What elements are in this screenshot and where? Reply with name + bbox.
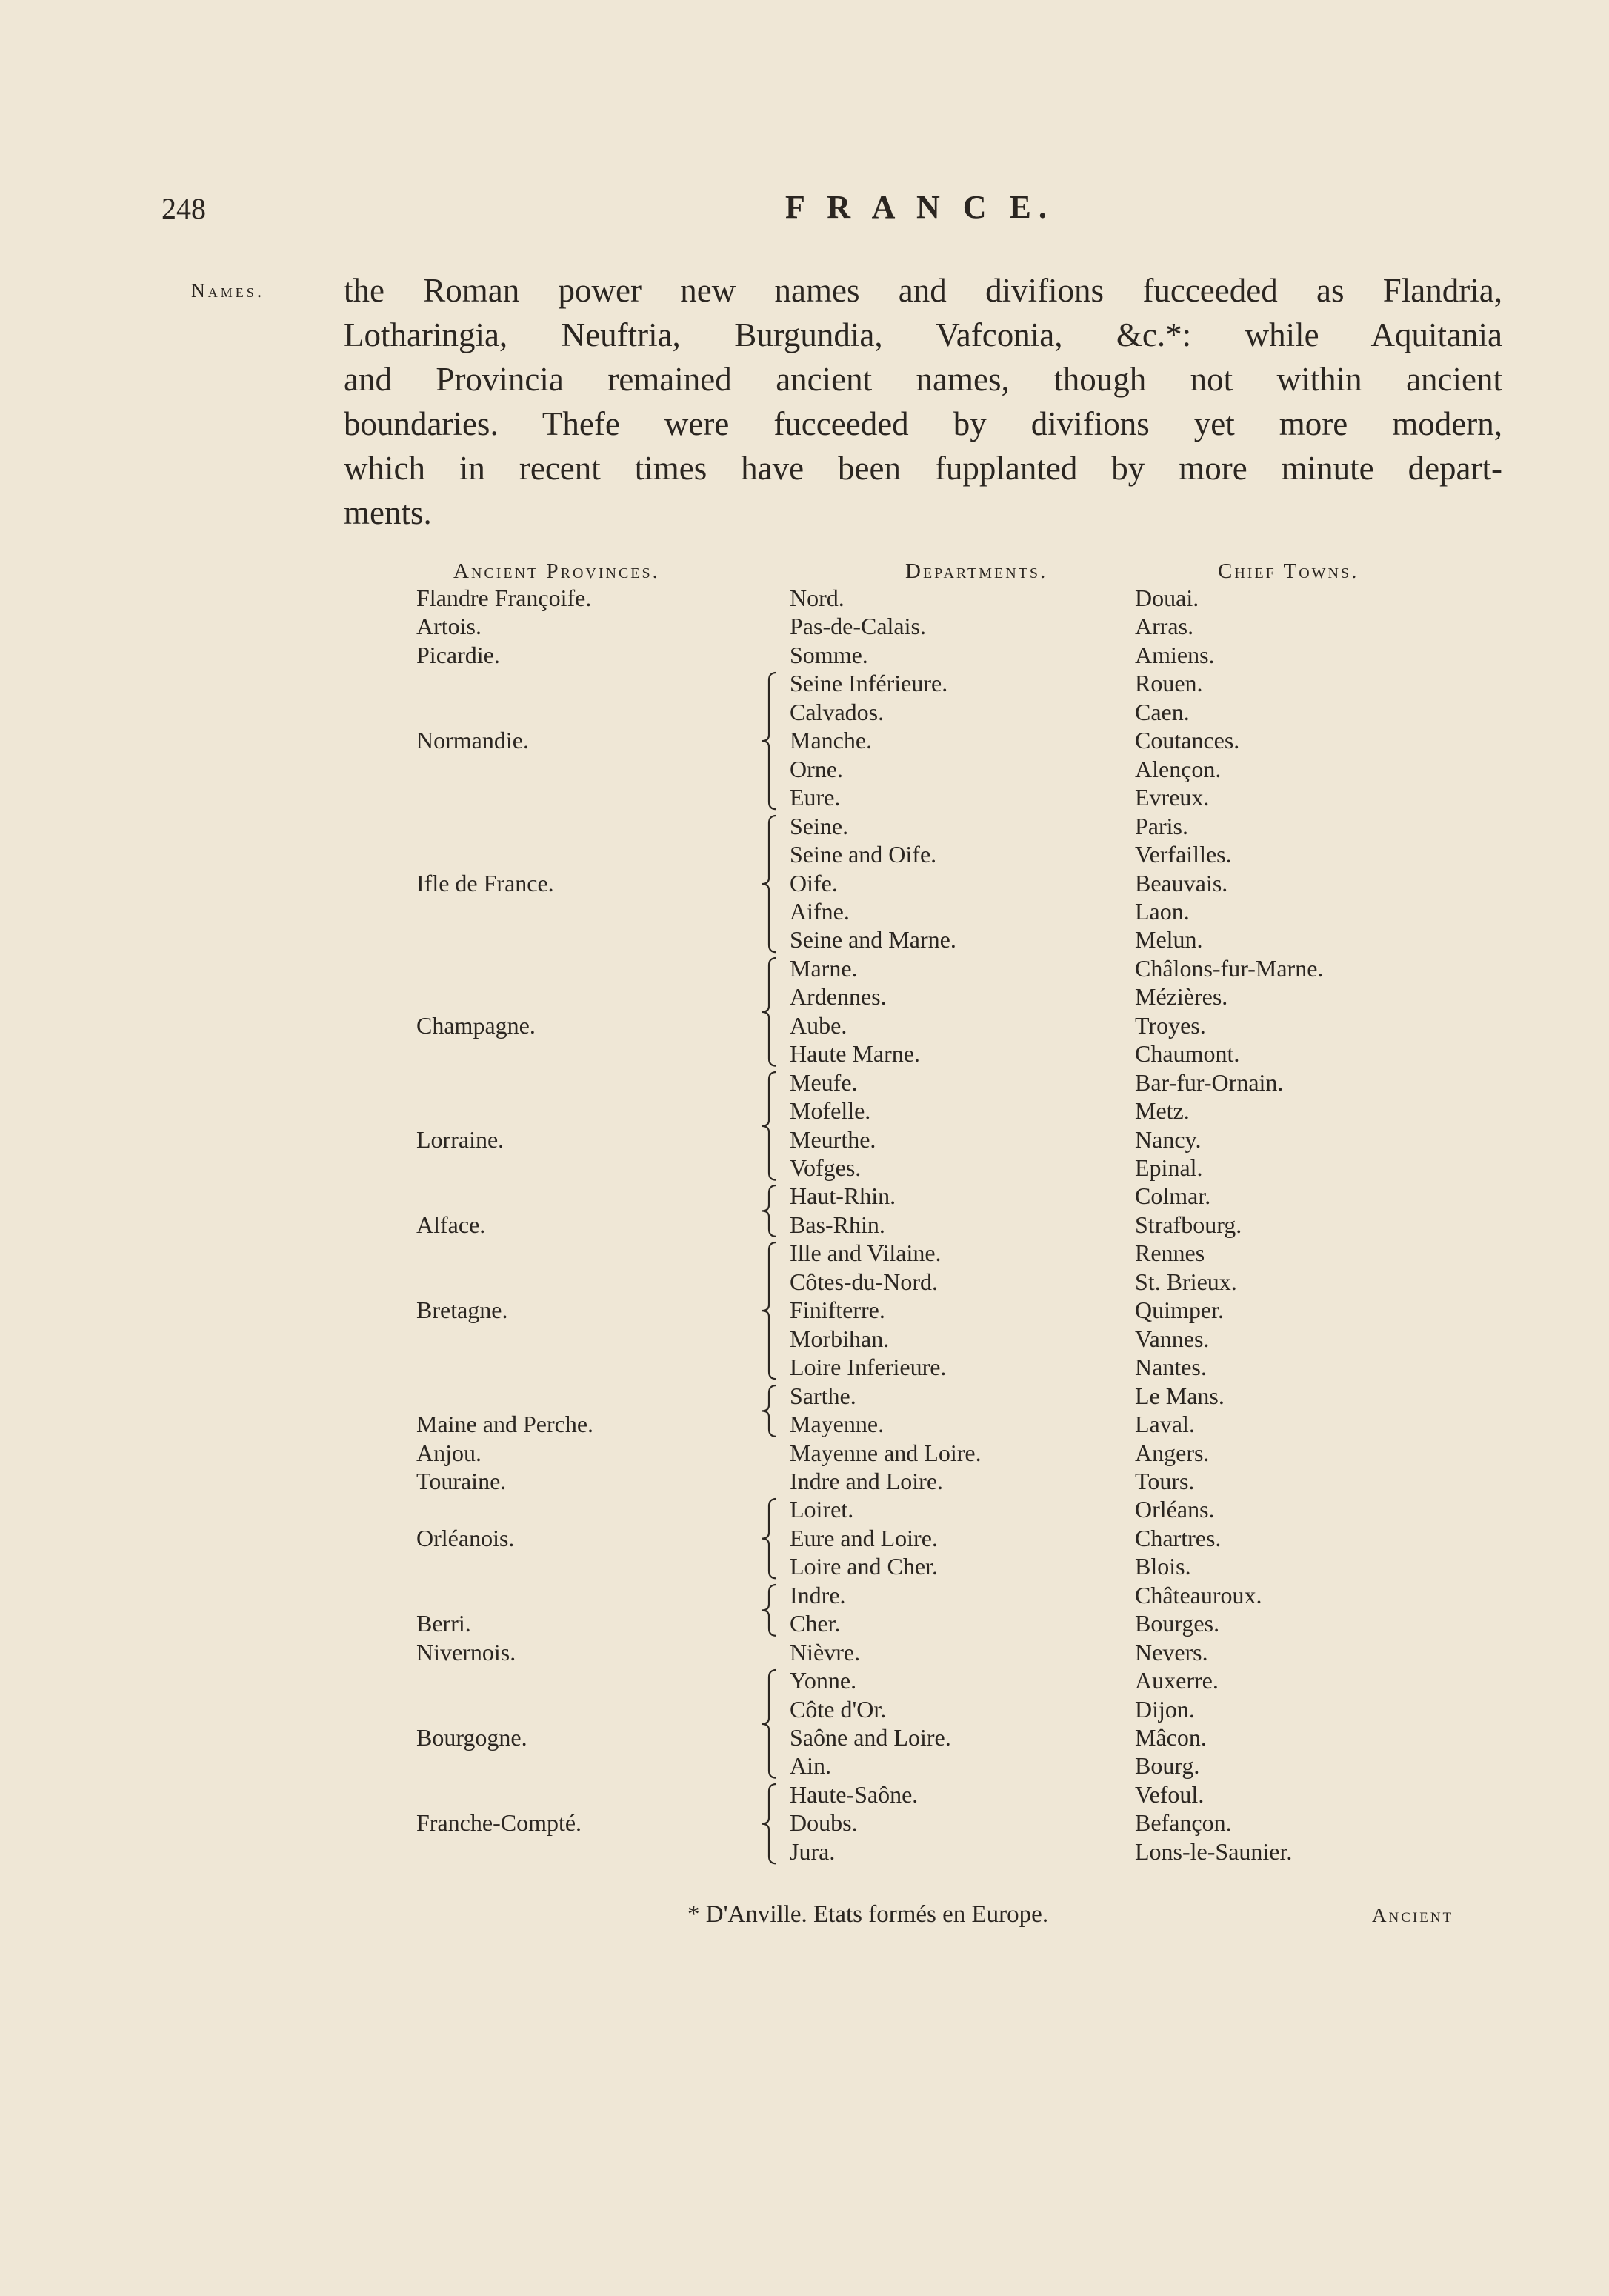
- department-cell: Nièvre.: [790, 1638, 861, 1666]
- department-cell: Cher.: [790, 1610, 841, 1637]
- department-cell: Sarthe.: [790, 1382, 856, 1409]
- chief-town-cell: Melun.: [1135, 926, 1203, 954]
- table-row: [0, 1382, 1609, 1410]
- province-cell: Flandre Françoife.: [416, 585, 592, 611]
- department-cell: Ille and Vilaine.: [790, 1239, 942, 1267]
- department-cell: Bas-Rhin.: [790, 1211, 885, 1238]
- table-row: [0, 1097, 1609, 1125]
- department-cell: Mofelle.: [790, 1097, 871, 1125]
- table-row: [0, 698, 1609, 726]
- table-row: [0, 1609, 1609, 1637]
- table-row: [0, 1524, 1609, 1552]
- department-cell: Haut-Rhin.: [790, 1182, 896, 1210]
- table-row: [0, 1353, 1609, 1381]
- chief-town-cell: Coutances.: [1135, 727, 1240, 754]
- table-row: [0, 1723, 1609, 1751]
- province-cell: Alface.: [416, 1211, 486, 1238]
- brace: [757, 1071, 779, 1182]
- table-row: [0, 1552, 1609, 1580]
- body-line: Lotharingia, Neuftria, Burgundia, Vafconia, &c.*: while Aquitania: [344, 316, 1502, 353]
- table-row: [0, 897, 1609, 925]
- province-cell: Normandie.: [416, 727, 529, 754]
- table-row: [0, 1268, 1609, 1296]
- province-cell: Maine and Perche.: [416, 1411, 594, 1438]
- chief-town-cell: Chaumont.: [1135, 1040, 1240, 1068]
- body-line: and Provincia remained ancient names, though not within ancient: [344, 361, 1502, 398]
- department-cell: Côte d'Or.: [790, 1695, 887, 1723]
- chief-town-cell: Orléans.: [1135, 1496, 1215, 1523]
- table-row: [0, 1439, 1609, 1467]
- table-row: [0, 1495, 1609, 1523]
- header-chief-towns: Chief Towns.: [1218, 559, 1359, 583]
- department-cell: Meurthe.: [790, 1125, 876, 1153]
- department-cell: Indre.: [790, 1581, 846, 1608]
- table-row: [0, 755, 1609, 783]
- department-cell: Aube.: [790, 1011, 847, 1039]
- chief-town-cell: Arras.: [1135, 613, 1194, 640]
- chief-town-cell: Châlons-fur-Marne.: [1135, 954, 1324, 982]
- province-cell: Bretagne.: [416, 1297, 508, 1324]
- chief-town-cell: Nantes.: [1135, 1354, 1207, 1381]
- catchword: Ancient: [1372, 1904, 1454, 1926]
- province-cell: Nivernois.: [416, 1638, 516, 1666]
- chief-town-cell: Laon.: [1135, 897, 1190, 925]
- chief-town-cell: Le Mans.: [1135, 1382, 1225, 1409]
- footnote: * D'Anville. Etats formés en Europe.: [687, 1901, 1049, 1928]
- table-row: [0, 812, 1609, 840]
- table-row: [0, 783, 1609, 811]
- department-cell: Eure and Loire.: [790, 1524, 938, 1551]
- department-cell: Indre and Loire.: [790, 1467, 944, 1494]
- chief-town-cell: Nancy.: [1135, 1125, 1202, 1153]
- chief-town-cell: Verfailles.: [1135, 841, 1232, 868]
- chief-town-cell: Bourg.: [1135, 1752, 1200, 1780]
- brace: [757, 671, 779, 811]
- chief-town-cell: St. Brieux.: [1135, 1268, 1237, 1295]
- department-cell: Calvados.: [790, 698, 885, 725]
- province-cell: Touraine.: [416, 1467, 507, 1494]
- table-row: [0, 954, 1609, 982]
- province-cell: Artois.: [416, 613, 482, 640]
- department-cell: Eure.: [790, 784, 841, 811]
- department-cell: Finifterre.: [790, 1297, 885, 1324]
- brace: [757, 956, 779, 1068]
- chief-town-cell: Rennes: [1135, 1239, 1205, 1267]
- department-cell: Manche.: [790, 727, 873, 754]
- department-cell: Doubs.: [790, 1809, 858, 1837]
- table-row: [0, 641, 1609, 669]
- chief-town-cell: Mâcon.: [1135, 1724, 1207, 1751]
- department-cell: Haute Marne.: [790, 1040, 920, 1068]
- chief-town-cell: Laval.: [1135, 1411, 1195, 1438]
- table-row: [0, 1154, 1609, 1182]
- header-ancient-provinces: Ancient Provinces.: [453, 559, 660, 583]
- table-row: [0, 1666, 1609, 1694]
- chief-town-cell: Troyes.: [1135, 1011, 1206, 1039]
- table-row: [0, 1068, 1609, 1097]
- department-cell: Vofges.: [790, 1154, 862, 1181]
- department-cell: Morbihan.: [790, 1325, 890, 1352]
- chief-town-cell: Epinal.: [1135, 1154, 1203, 1181]
- department-cell: Yonne.: [790, 1667, 857, 1694]
- department-cell: Mayenne.: [790, 1411, 885, 1438]
- department-cell: Côtes-du-Nord.: [790, 1268, 938, 1295]
- chief-town-cell: Vefoul.: [1135, 1780, 1205, 1808]
- province-cell: Picardie.: [416, 641, 500, 668]
- table-row: [0, 1325, 1609, 1353]
- department-cell: Marne.: [790, 954, 858, 982]
- table-row: [0, 1837, 1609, 1866]
- table-row: [0, 1211, 1609, 1239]
- page-number: 248: [161, 192, 206, 225]
- department-cell: Jura.: [790, 1837, 836, 1865]
- chief-town-cell: Alençon.: [1135, 755, 1222, 782]
- department-cell: Somme.: [790, 641, 868, 668]
- province-cell: Franche-Compté.: [416, 1809, 582, 1837]
- department-cell: Ain.: [790, 1752, 831, 1780]
- brace: [757, 1384, 779, 1438]
- table-row: [0, 1780, 1609, 1808]
- table-row: [0, 612, 1609, 640]
- table-row: [0, 584, 1609, 612]
- brace: [757, 1783, 779, 1865]
- body-line: which in recent times have been fupplanted by more minute depart-: [344, 450, 1502, 487]
- table-row: [0, 1296, 1609, 1324]
- department-cell: Haute-Saône.: [790, 1780, 919, 1808]
- table-row: [0, 1467, 1609, 1495]
- chief-town-cell: Blois.: [1135, 1553, 1191, 1580]
- table-row: [0, 1011, 1609, 1039]
- department-cell: Aifne.: [790, 897, 850, 925]
- chief-town-cell: Quimper.: [1135, 1297, 1224, 1324]
- chief-town-cell: Tours.: [1135, 1467, 1195, 1494]
- brace: [757, 1668, 779, 1780]
- table-row: [0, 1751, 1609, 1780]
- running-head: F R A N C E.: [785, 189, 1054, 225]
- department-cell: Pas-de-Calais.: [790, 613, 926, 640]
- chief-town-cell: Beauvais.: [1135, 869, 1228, 896]
- chief-town-cell: Rouen.: [1135, 670, 1203, 697]
- chief-town-cell: Douai.: [1135, 585, 1199, 611]
- chief-town-cell: Evreux.: [1135, 784, 1210, 811]
- table-row: [0, 1808, 1609, 1837]
- chief-town-cell: Mézières.: [1135, 983, 1228, 1011]
- chief-town-cell: Vannes.: [1135, 1325, 1210, 1352]
- table-row: [0, 982, 1609, 1011]
- province-cell: Anjou.: [416, 1439, 482, 1466]
- department-cell: Orne.: [790, 755, 843, 782]
- body-line: the Roman power new names and divifions fucceeded as Flandria,: [344, 272, 1502, 309]
- chief-town-cell: Colmar.: [1135, 1182, 1211, 1210]
- chief-town-cell: Befançon.: [1135, 1809, 1232, 1837]
- chief-town-cell: Chartres.: [1135, 1524, 1222, 1551]
- table-row: [0, 1182, 1609, 1210]
- department-cell: Seine Inférieure.: [790, 670, 948, 697]
- chief-town-cell: Châteauroux.: [1135, 1581, 1262, 1608]
- brace: [757, 1241, 779, 1380]
- province-cell: Ifle de France.: [416, 869, 554, 896]
- table-row: [0, 1125, 1609, 1154]
- table-row: [0, 1039, 1609, 1068]
- table-row: [0, 840, 1609, 868]
- chief-town-cell: Bar-fur-Ornain.: [1135, 1068, 1284, 1096]
- department-cell: Seine.: [790, 812, 849, 839]
- chief-town-cell: Strafbourg.: [1135, 1211, 1242, 1238]
- chief-town-cell: Lons-le-Saunier.: [1135, 1837, 1293, 1865]
- province-cell: Berri.: [416, 1610, 471, 1637]
- province-cell: Champagne.: [416, 1011, 536, 1039]
- department-cell: Seine and Marne.: [790, 926, 956, 954]
- chief-town-cell: Paris.: [1135, 812, 1188, 839]
- chief-town-cell: Bourges.: [1135, 1610, 1220, 1637]
- table-row: [0, 1695, 1609, 1723]
- chief-town-cell: Nevers.: [1135, 1638, 1208, 1666]
- brace: [757, 1184, 779, 1238]
- province-cell: Orléanois.: [416, 1524, 515, 1551]
- table-row: [0, 669, 1609, 697]
- table-row: [0, 1410, 1609, 1438]
- table-row: [0, 925, 1609, 954]
- department-cell: Ardennes.: [790, 983, 887, 1011]
- brace: [757, 814, 779, 954]
- margin-note: Names.: [191, 280, 265, 302]
- department-cell: Oife.: [790, 869, 838, 896]
- body-paragraph: [344, 268, 1502, 535]
- province-cell: Lorraine.: [416, 1125, 504, 1153]
- table-row: [0, 726, 1609, 754]
- chief-town-cell: Auxerre.: [1135, 1667, 1219, 1694]
- body-line: boundaries. Thefe were fucceeded by divifions yet more modern,: [344, 405, 1502, 442]
- chief-town-cell: Metz.: [1135, 1097, 1190, 1125]
- chief-town-cell: Amiens.: [1135, 641, 1215, 668]
- brace: [757, 1497, 779, 1580]
- table-row: [0, 1239, 1609, 1267]
- table-row: [0, 1581, 1609, 1609]
- department-cell: Meufe.: [790, 1068, 858, 1096]
- department-cell: Loiret.: [790, 1496, 854, 1523]
- department-cell: Mayenne and Loire.: [790, 1439, 982, 1466]
- department-cell: Nord.: [790, 585, 845, 611]
- province-cell: Bourgogne.: [416, 1724, 527, 1751]
- department-cell: Loire and Cher.: [790, 1553, 938, 1580]
- chief-town-cell: Caen.: [1135, 698, 1190, 725]
- chief-town-cell: Dijon.: [1135, 1695, 1195, 1723]
- body-line: ments.: [344, 494, 432, 531]
- header-departments: Departments.: [905, 559, 1048, 583]
- brace: [757, 1583, 779, 1637]
- department-cell: Loire Inferieure.: [790, 1354, 947, 1381]
- department-cell: Seine and Oife.: [790, 841, 937, 868]
- table-row: [0, 869, 1609, 897]
- chief-town-cell: Angers.: [1135, 1439, 1210, 1466]
- department-cell: Saône and Loire.: [790, 1724, 951, 1751]
- table-row: [0, 1638, 1609, 1666]
